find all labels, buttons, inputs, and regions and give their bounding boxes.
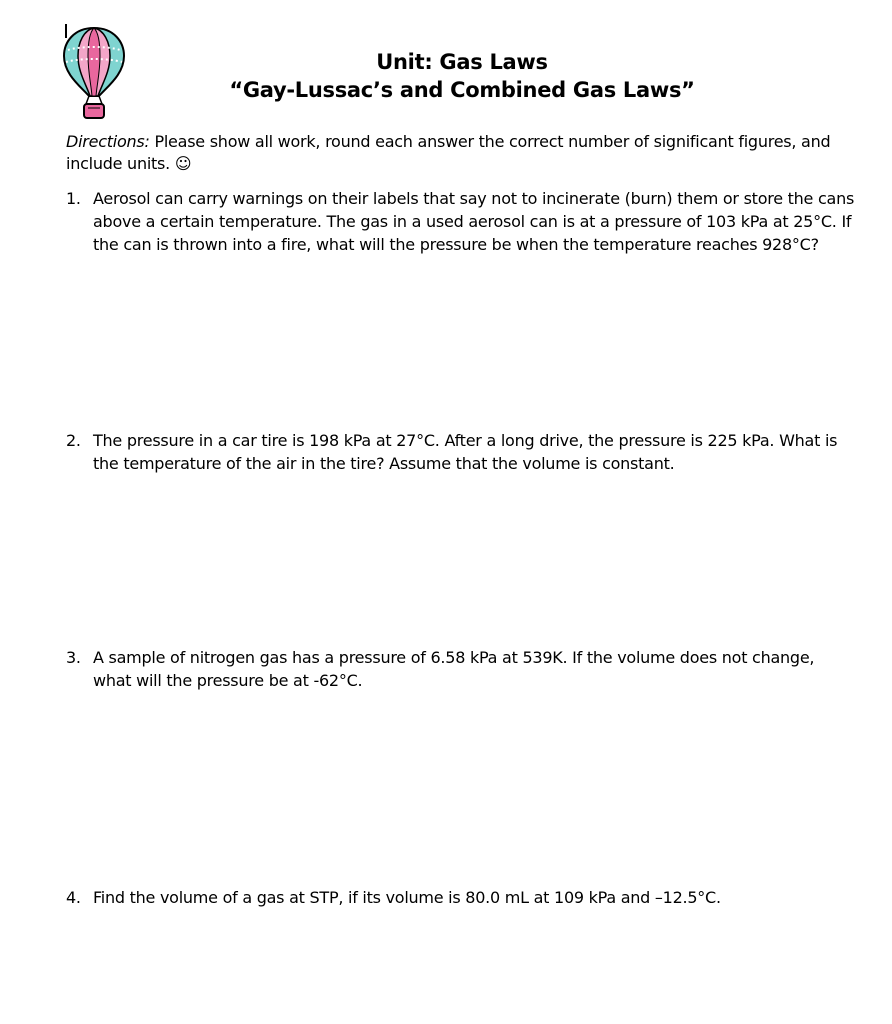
question-text: The pressure in a car tire is 198 kPa at 27°C. After a long drive, the pressure is 225 kPa. What is the temperature of the air in the tire? Assume that the volume is constant. (93, 431, 838, 473)
page-title (160, 48, 764, 104)
question-text: A sample of nitrogen gas has a pressure of 6.58 kPa at 539K. If the volume does not change, what will the pressure be at -62°C. (93, 648, 815, 690)
question-number: 1. (66, 189, 81, 208)
question-3 (66, 646, 856, 692)
question-text: Aerosol can carry warnings on their labels that say not to incinerate (burn) them or store the cans above a certain temperature. The gas in a used aerosol can is at a pressure of 103 kPa at 25°C. If the can is thrown into a fire, what will the pressure be when the temperature reaches 928°C? (93, 189, 855, 254)
worksheet-title: “Gay-Lussac’s and Combined Gas Laws” (229, 78, 695, 102)
directions-paragraph (66, 131, 872, 175)
question-number: 4. (66, 888, 81, 907)
question-number: 3. (66, 648, 81, 667)
question-2 (66, 429, 856, 475)
directions-label: Directions: (66, 132, 150, 151)
question-1 (66, 187, 856, 256)
directions-text: Please show all work, round each answer the correct number of significant figures, and include units. ☺ (66, 132, 831, 173)
balloon-logo (60, 24, 130, 120)
hot-air-balloon-icon (60, 24, 130, 120)
unit-title: Unit: Gas Laws (376, 50, 548, 74)
question-text: Find the volume of a gas at STP, if its volume is 80.0 mL at 109 kPa and –12.5°C. (93, 888, 721, 907)
question-number: 2. (66, 431, 81, 450)
question-4 (66, 886, 856, 909)
